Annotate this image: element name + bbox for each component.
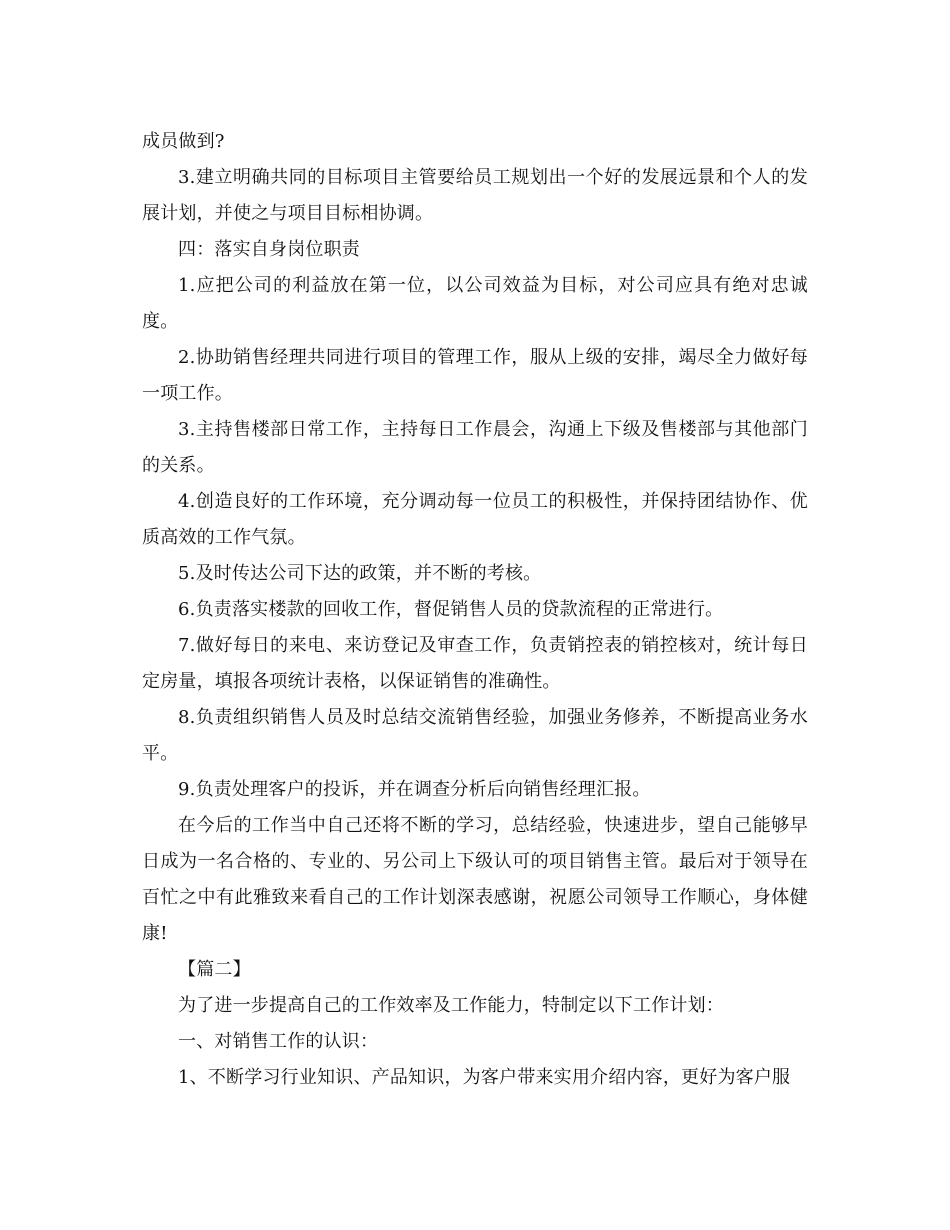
list-item: 1、不断学习行业知识、产品知识，为客户带来实用介绍内容，更好为客户服 [178,1067,791,1088]
section-heading: 【篇二】 [178,959,251,980]
section-heading: 四：落实自身岗位职责 [178,239,360,260]
paragraph: 成员做到? [142,131,225,152]
list-item: 1.应把公司的利益放在第一位，以公司效益为目标，对公司应具有绝对忠诚度。 [142,275,808,332]
list-item: 8.负责组织销售人员及时总结交流销售经验，加强业务修养，不断提高业务水平。 [142,707,808,764]
list-item: 6.负责落实楼款的回收工作，督促销售人员的贷款流程的正常进行。 [178,599,724,620]
list-item: 3.主持售楼部日常工作，主持每日工作晨会，沟通上下级及售楼部与其他部门的关系。 [142,419,808,476]
closing-paragraph: 在今后的工作当中自己还将不断的学习，总结经验，快速进步，望自己能够早日成为一名合格的、专业的、另公司上下级认可的项目销售主管。最后对于领导在百忙之中有此雅致来看自己的工作计划深表感谢，祝愿公司领导工作顺心，身体健康! [142,815,808,944]
section-heading: 一、对销售工作的认识： [178,1031,379,1052]
list-item: 4.创造良好的工作环境，充分调动每一位员工的积极性，并保持团结协作、优质高效的工作气氛。 [142,491,808,548]
list-item: 2.协助销售经理共同进行项目的管理工作，服从上级的安排，竭尽全力做好每一项工作。 [142,347,808,404]
list-item: 5.及时传达公司下达的政策，并不断的考核。 [178,563,542,584]
paragraph: 为了进一步提高自己的工作效率及工作能力，特制定以下工作计划： [178,995,724,1016]
list-item: 7.做好每日的来电、来访登记及审查工作，负责销控表的销控核对，统计每日定房量，填报各项统计表格，以保证销售的准确性。 [142,635,808,692]
paragraph: 3.建立明确共同的目标项目主管要给员工规划出一个好的发展远景和个人的发展计划，并使之与项目目标相协调。 [142,167,808,224]
list-item: 9.负责处理客户的投诉，并在调查分析后向销售经理汇报。 [178,779,651,800]
document-body [142,124,808,1096]
